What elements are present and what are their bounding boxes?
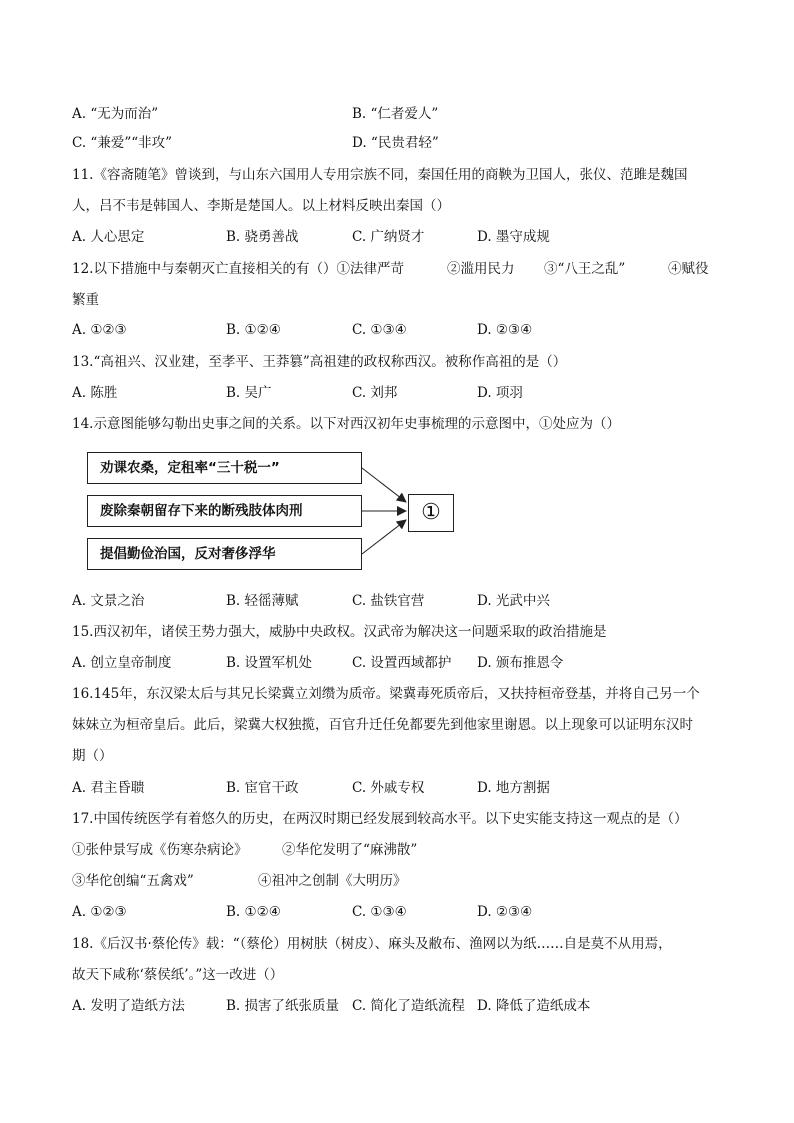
- q12-stem-line1: 12.以下措施中与秦朝灭亡直接相关的有（）①法律严苛: [72, 261, 404, 277]
- q17-option-c: C. ①③④: [352, 904, 407, 920]
- q14-option-a: A. 文景之治: [72, 593, 145, 609]
- q16-option-a: A. 君主昏聩: [72, 780, 145, 796]
- q11-option-c: C. 广纳贤才: [352, 229, 425, 245]
- q18-stem-line1: 18.《后汉书·蔡伦传》载：“（蔡伦）用树肤（树皮）、麻头及敝布、渔网以为纸……自是莫不从用焉，: [72, 936, 672, 952]
- q15-option-d: D. 颁布推恩令: [477, 655, 564, 671]
- q11-option-d: D. 墨守成规: [477, 229, 550, 245]
- q12-item-4: ④赋役: [668, 261, 709, 277]
- arrow-from-frugality: [362, 520, 406, 554]
- q17-option-a: A. ①②③: [72, 904, 127, 920]
- q11-stem-line1: 11.《容斋随笔》曾谈到，与山东六国用人专用宗族不同，秦国任用的商鞅为卫国人，张仪、范雎是魏国: [72, 167, 688, 183]
- q10-option-b: B. “仁者爱人”: [352, 106, 439, 122]
- q13-stem-line1: 13.“高祖兴、汉业建，至孝平、王莽篡”高祖建的政权称西汉。被称作高祖的是（）: [72, 354, 567, 370]
- diagram-box-punishment: 废除秦朝留存下来的断残肢体肉刑: [87, 495, 362, 527]
- q11-stem-line2: 人，吕不韦是韩国人、李斯是楚国人。以上材料反映出秦国（）: [72, 198, 450, 214]
- q10-option-c: C. “兼爱”“非攻”: [72, 135, 173, 151]
- diagram-box-frugality: 提倡勤俭治国，反对奢侈浮华: [87, 538, 362, 570]
- q14-option-d: D. 光武中兴: [477, 593, 550, 609]
- diagram-box-farming: 劝课农桑，定租率“三十税一”: [87, 452, 362, 484]
- q13-option-b: B. 吴广: [226, 385, 272, 401]
- q18-stem-line2: 故天下咸称‘蔡侯纸’。”这一改进（）: [72, 967, 284, 983]
- q17-stem-line1: 17.中国传统医学有着悠久的历史，在两汉时期已经发展到较高水平。以下史实能支持这一观点的是（）: [72, 811, 688, 827]
- q17-item-2: ②华佗发明了“麻沸散”: [282, 842, 418, 858]
- q10-option-a: A. “无为而治”: [72, 106, 159, 122]
- q16-stem-line1: 16.145年，东汉梁太后与其兄长梁冀立刘缵为质帝。梁冀毒死质帝后，又扶持桓帝登基，并将自己另一个: [72, 686, 700, 702]
- q17-option-b: B. ①②④: [226, 904, 281, 920]
- q18-option-b: B. 损害了纸张质量: [226, 998, 340, 1014]
- q14-option-c: C. 盐铁官营: [352, 593, 425, 609]
- q17-item-3: ③华佗创编“五禽戏”: [72, 873, 194, 889]
- q18-option-a: A. 发明了造纸方法: [72, 998, 185, 1014]
- diagram-target-box: ①: [408, 494, 454, 532]
- q16-stem-line3: 期（）: [72, 748, 113, 764]
- q13-option-c: C. 刘邦: [352, 385, 398, 401]
- q16-option-d: D. 地方割据: [477, 780, 550, 796]
- q15-option-b: B. 设置军机处: [226, 655, 313, 671]
- q12-option-b: B. ①②④: [226, 322, 281, 338]
- q12-item-3: ③“八王之乱”: [544, 261, 626, 277]
- q16-stem-line2: 妹妹立为桓帝皇后。此后，梁冀大权独揽，百官升迁任免都要先到他家里谢恩。以上现象可以证明东汉时: [72, 717, 693, 733]
- q18-option-c: C. 简化了造纸流程: [352, 998, 465, 1014]
- q12-option-d: D. ②③④: [477, 322, 533, 338]
- q14-stem-line1: 14.示意图能够勾勒出史事之间的关系。以下对西汉初年史事梳理的示意图中，①处应为（）: [72, 416, 620, 432]
- q12-option-c: C. ①③④: [352, 322, 407, 338]
- q15-option-c: C. 设置西域都护: [352, 655, 452, 671]
- q12-stem-line2: 繁重: [72, 292, 99, 308]
- q16-option-b: B. 宦官干政: [226, 780, 299, 796]
- q16-option-c: C. 外戚专权: [352, 780, 425, 796]
- q10-option-d: D. “民贵君轻”: [352, 135, 439, 151]
- q14-option-b: B. 轻徭薄赋: [226, 593, 299, 609]
- q15-option-a: A. 创立皇帝制度: [72, 655, 172, 671]
- q15-stem-line1: 15.西汉初年，诸侯王势力强大，威胁中央政权。汉武帝为解决这一问题采取的政治措施是: [72, 624, 607, 640]
- q11-option-a: A. 人心思定: [72, 229, 145, 245]
- q12-option-a: A. ①②③: [72, 322, 127, 338]
- q11-option-b: B. 骁勇善战: [226, 229, 299, 245]
- q13-option-a: A. 陈胜: [72, 385, 118, 401]
- q18-option-d: D. 降低了造纸成本: [477, 998, 591, 1014]
- q17-item-1: ①张仲景写成《伤寒杂病论》: [72, 842, 248, 858]
- arrow-from-farming: [362, 468, 406, 502]
- q12-item-2: ②滥用民力: [447, 261, 515, 277]
- q17-item-4: ④祖冲之创制《大明历》: [258, 873, 407, 889]
- q13-option-d: D. 项羽: [477, 385, 523, 401]
- q17-option-d: D. ②③④: [477, 904, 533, 920]
